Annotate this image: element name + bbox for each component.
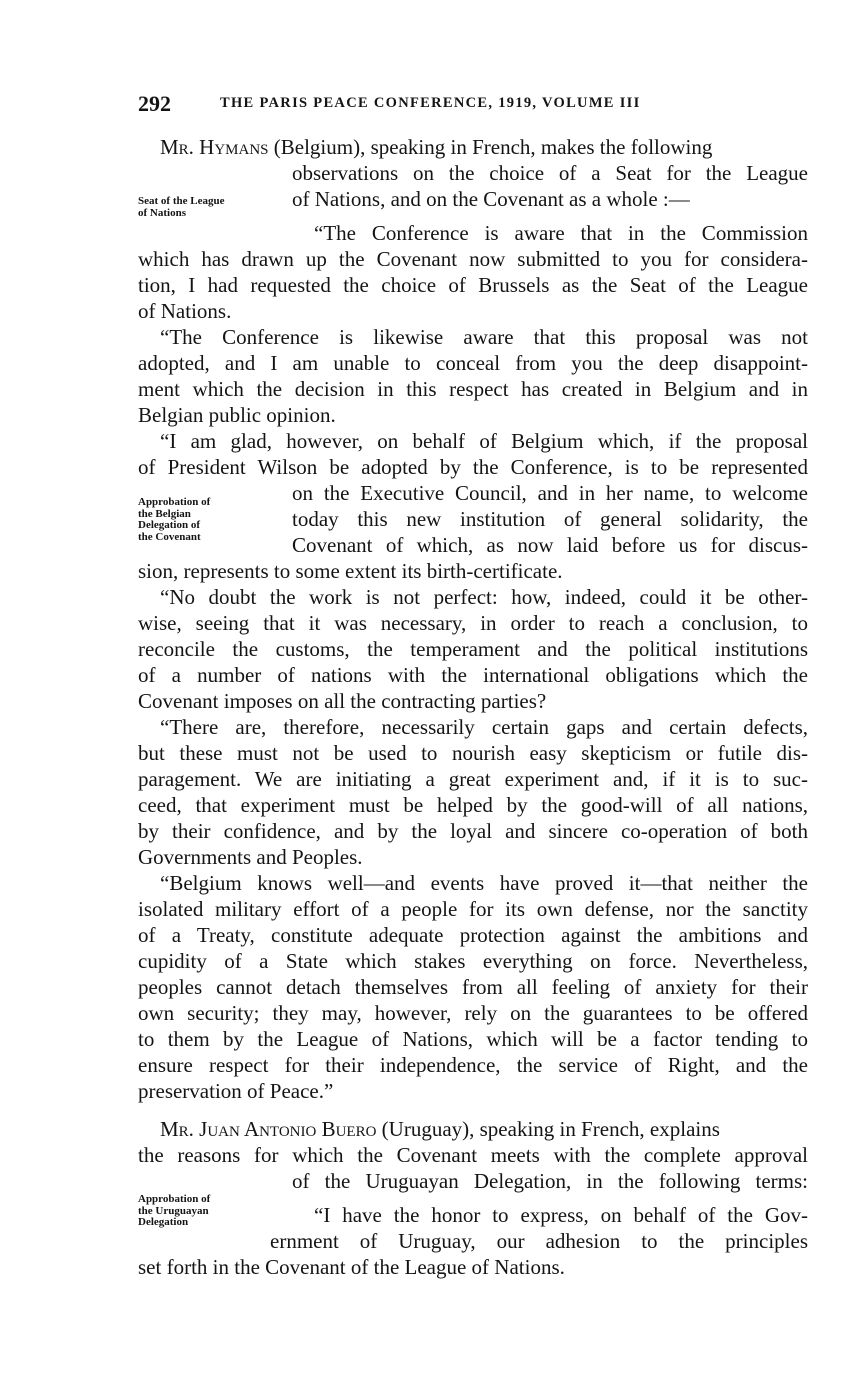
body-line: paragement. We are initiating a great experiment and, if it is to suc- <box>138 767 808 791</box>
body-line: “The Conference is likewise aware that this proposal was not <box>160 325 808 349</box>
margin-note-line: of Nations <box>138 206 186 219</box>
body-text: (Uruguay), speaking in French, explains <box>376 1117 720 1141</box>
body-line: set forth in the Covenant of the League of Nations. <box>138 1255 565 1279</box>
body-line: observations on the choice of a Seat for the League <box>292 161 808 185</box>
body-line <box>160 1116 720 1142</box>
margin-note-belgian-approbation <box>138 497 210 543</box>
body-line: own security; they may, however, rely on the guarantees to be offered <box>138 1001 808 1025</box>
body-line: “I am glad, however, on behalf of Belgium which, if the proposal <box>160 429 808 453</box>
body-line: of the Uruguayan Delegation, in the following terms: <box>292 1169 808 1193</box>
page-number: 292 <box>138 91 171 116</box>
body-line: today this new institution of general solidarity, the <box>292 507 808 531</box>
body-line: of a number of nations with the international obligations which the <box>138 663 808 687</box>
speaker-name: Mr. Juan Antonio Buero <box>160 1117 377 1141</box>
margin-note-seat-of-league <box>138 196 224 219</box>
speaker-name: Mr. Hymans <box>160 135 269 159</box>
body-line: “Belgium knows well—and events have proved it—that neither the <box>160 871 808 895</box>
body-line: “I have the honor to express, on behalf of the Gov- <box>314 1203 808 1227</box>
body-line: of Nations. <box>138 299 232 323</box>
body-line: Governments and Peoples. <box>138 845 363 869</box>
margin-note-line: the Covenant <box>138 530 201 543</box>
body-line: Belgian public opinion. <box>138 403 336 427</box>
body-line: preservation of Peace.” <box>138 1079 334 1103</box>
margin-note-line: Seat of the League <box>138 195 225 207</box>
body-line: the reasons for which the Covenant meets with the complete approval <box>138 1143 808 1167</box>
body-line: isolated military effort of a people for its own defense, nor the sanctity <box>138 897 808 921</box>
body-line: cupidity of a State which stakes everything on force. Nevertheless, <box>138 949 808 973</box>
margin-note-uruguayan-approbation <box>138 1194 210 1229</box>
body-line: “No doubt the work is not perfect: how, indeed, could it be other- <box>160 585 808 609</box>
margin-note-line: the Uruguayan <box>138 1204 209 1217</box>
body-line: of Nations, and on the Covenant as a whole :— <box>292 187 690 211</box>
margin-note-line: the Belgian <box>138 507 191 520</box>
body-line: of President Wilson be adopted by the Conference, is to be represented <box>138 455 808 479</box>
margin-note-line: Delegation <box>138 1216 189 1228</box>
body-line: “The Conference is aware that in the Commission <box>314 221 808 245</box>
body-line <box>160 134 712 160</box>
page-header <box>138 91 818 121</box>
body-line: “There are, therefore, necessarily certain gaps and certain defects, <box>160 715 808 739</box>
margin-note-line: Approbation of <box>138 496 211 508</box>
body-line: but these must not be used to nourish easy skepticism or futile dis- <box>138 741 808 765</box>
body-line: ceed, that experiment must be helped by the good-will of all nations, <box>138 793 808 817</box>
running-title: THE PARIS PEACE CONFERENCE, 1919, VOLUME III <box>220 95 641 111</box>
body-line: ment which the decision in this respect has created in Belgium and in <box>138 377 808 401</box>
body-line: Covenant imposes on all the contracting parties? <box>138 689 547 713</box>
body-line: peoples cannot detach themselves from all feeling of anxiety for their <box>138 975 808 999</box>
body-line: of a Treaty, constitute adequate protection against the ambitions and <box>138 923 808 947</box>
body-line: wise, seeing that it was necessary, in order to reach a conclusion, to <box>138 611 808 635</box>
body-line: adopted, and I am unable to conceal from you the deep disappoint- <box>138 351 808 375</box>
body-line: to them by the League of Nations, which will be a factor tending to <box>138 1027 808 1051</box>
body-line: Covenant of which, as now laid before us for discus- <box>292 533 808 557</box>
margin-note-line: Delegation of <box>138 519 201 531</box>
margin-note-line: Approbation of <box>138 1193 211 1205</box>
body-line: sion, represents to some extent its birth-certificate. <box>138 559 563 583</box>
body-text: (Belgium), speaking in French, makes the following <box>268 135 713 159</box>
body-line: reconcile the customs, the temperament and the political institutions <box>138 637 808 661</box>
body-line: on the Executive Council, and in her name, to welcome <box>292 481 808 505</box>
body-line: ernment of Uruguay, our adhesion to the principles <box>270 1229 808 1253</box>
body-line: ensure respect for their independence, the service of Right, and the <box>138 1053 808 1077</box>
body-line: by their confidence, and by the loyal and sincere co-operation of both <box>138 819 808 843</box>
body-line: tion, I had requested the choice of Brussels as the Seat of the League <box>138 273 808 297</box>
body-line: which has drawn up the Covenant now submitted to you for considera- <box>138 247 808 271</box>
